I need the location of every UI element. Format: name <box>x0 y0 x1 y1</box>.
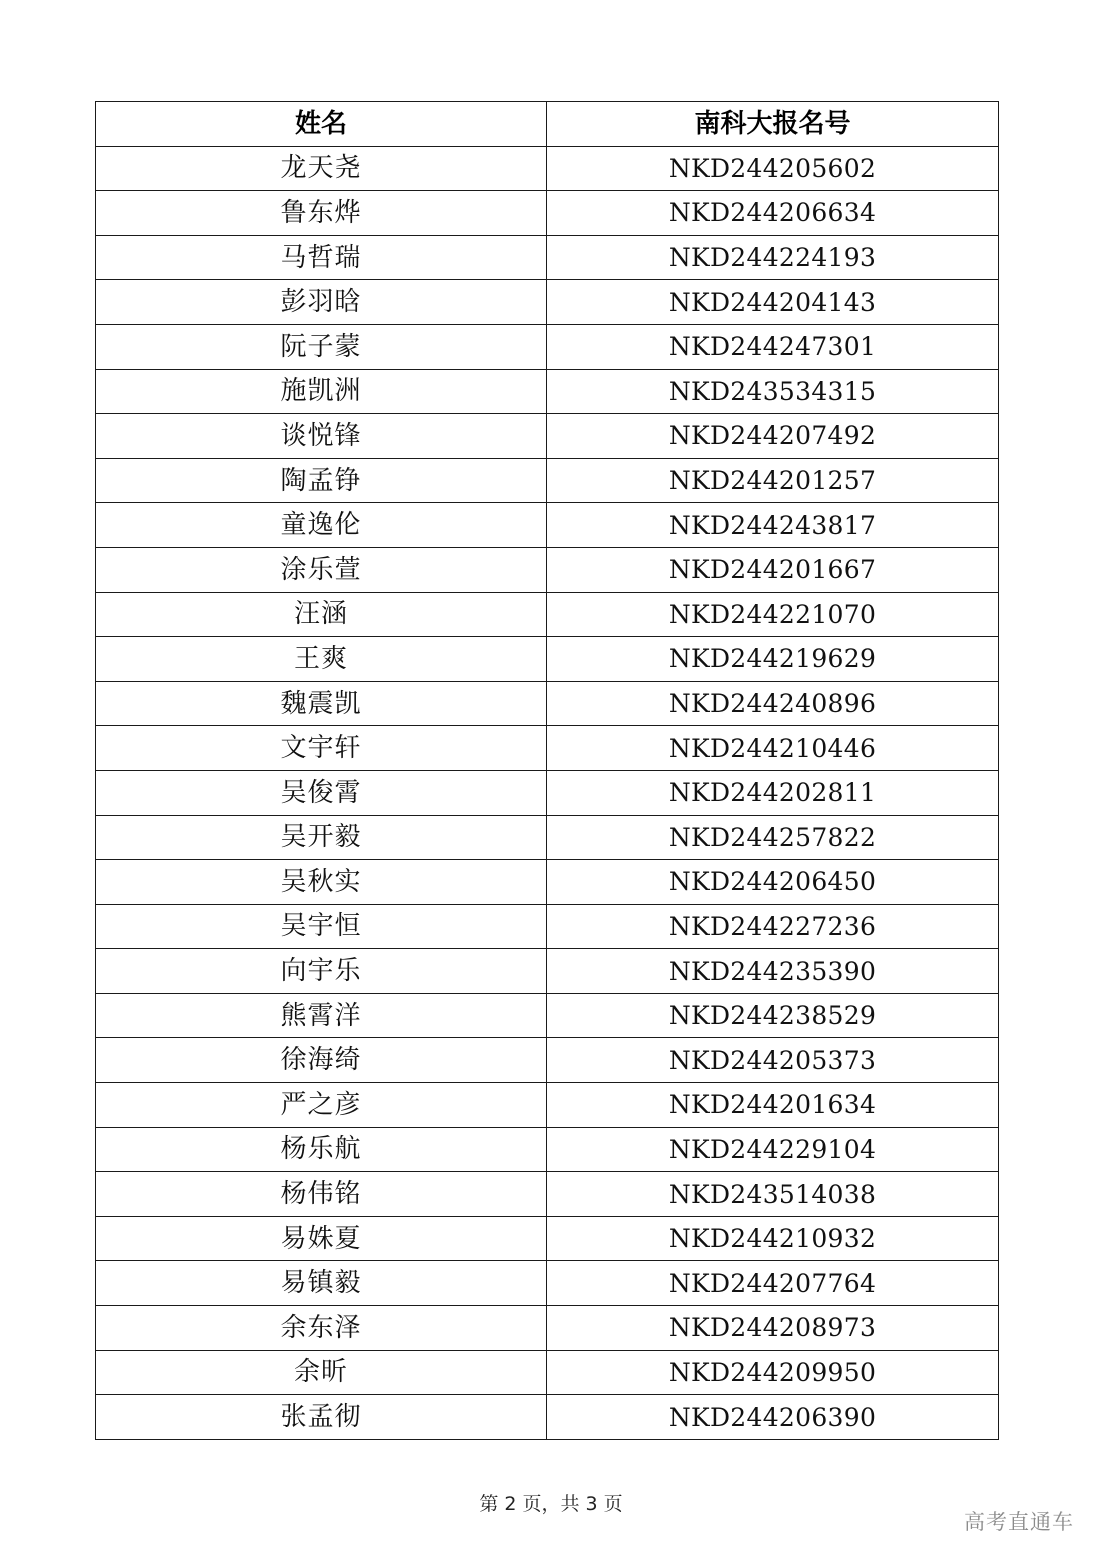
table-row <box>96 993 999 1038</box>
registration-number-cell: NKD244210932 <box>547 1216 999 1261</box>
student-name-cell: 余东泽 <box>96 1306 547 1351</box>
registration-number-cell: NKD244257822 <box>547 815 999 860</box>
table-row <box>96 235 999 280</box>
registration-number-cell: NKD244207764 <box>547 1261 999 1306</box>
student-name-cell: 向宇乐 <box>96 949 547 994</box>
student-name-cell: 张孟彻 <box>96 1395 547 1440</box>
student-name-cell: 陶孟铮 <box>96 458 547 503</box>
table-row <box>96 1350 999 1395</box>
table-row <box>96 637 999 682</box>
registration-number-cell: NKD243534315 <box>547 369 999 414</box>
table-row <box>96 770 999 815</box>
registration-number-cell: NKD244206450 <box>547 860 999 905</box>
table-row <box>96 1038 999 1083</box>
student-name-cell: 阮子蒙 <box>96 324 547 369</box>
registration-number-cell: NKD244219629 <box>547 637 999 682</box>
registration-number-cell: NKD244209950 <box>547 1350 999 1395</box>
student-name-cell: 易镇毅 <box>96 1261 547 1306</box>
registration-number-cell: NKD244240896 <box>547 681 999 726</box>
registration-number-cell: NKD244221070 <box>547 592 999 637</box>
student-name-cell: 谈悦锋 <box>96 414 547 459</box>
registration-number-cell: NKD244205373 <box>547 1038 999 1083</box>
student-name-cell: 魏震凯 <box>96 681 547 726</box>
student-name-cell: 彭羽晗 <box>96 280 547 325</box>
registration-number-cell: NKD244206390 <box>547 1395 999 1440</box>
table-row <box>96 1395 999 1440</box>
table-row <box>96 904 999 949</box>
registration-number-cell: NKD244238529 <box>547 993 999 1038</box>
registration-number-cell: NKD244229104 <box>547 1127 999 1172</box>
table-header-row <box>96 102 999 147</box>
column-header-name: 姓名 <box>96 102 547 147</box>
student-name-cell: 吴秋实 <box>96 860 547 905</box>
column-header-registration-no: 南科大报名号 <box>547 102 999 147</box>
table-row <box>96 1083 999 1128</box>
registration-number-cell: NKD244204143 <box>547 280 999 325</box>
student-name-cell: 龙天尧 <box>96 146 547 191</box>
table-row <box>96 949 999 994</box>
student-name-cell: 徐海绮 <box>96 1038 547 1083</box>
table-row <box>96 503 999 548</box>
registration-number-cell: NKD244201257 <box>547 458 999 503</box>
page-number: 第 2 页，共 3 页 <box>479 1493 623 1515</box>
table-row <box>96 191 999 236</box>
registration-number-cell: NKD244207492 <box>547 414 999 459</box>
student-name-cell: 杨乐航 <box>96 1127 547 1172</box>
table-row <box>96 860 999 905</box>
registration-number-cell: NKD244235390 <box>547 949 999 994</box>
table-row <box>96 324 999 369</box>
registration-number-cell: NKD244247301 <box>547 324 999 369</box>
student-name-cell: 文宇轩 <box>96 726 547 771</box>
registration-number-cell: NKD244202811 <box>547 770 999 815</box>
student-name-cell: 吴宇恒 <box>96 904 547 949</box>
registration-number-cell: NKD244201667 <box>547 547 999 592</box>
student-name-cell: 鲁东烨 <box>96 191 547 236</box>
registration-number-cell: NKD244206634 <box>547 191 999 236</box>
table-row <box>96 547 999 592</box>
table-row <box>96 1261 999 1306</box>
table-body <box>96 146 999 1439</box>
registration-number-cell: NKD244210446 <box>547 726 999 771</box>
table-row <box>96 1306 999 1351</box>
student-name-cell: 易姝夏 <box>96 1216 547 1261</box>
table-row <box>96 414 999 459</box>
table-row <box>96 146 999 191</box>
student-name-cell: 马哲瑞 <box>96 235 547 280</box>
registration-number-cell: NKD244205602 <box>547 146 999 191</box>
table-row <box>96 280 999 325</box>
student-name-cell: 余昕 <box>96 1350 547 1395</box>
registration-number-cell: NKD244224193 <box>547 235 999 280</box>
student-name-cell: 熊霄洋 <box>96 993 547 1038</box>
table-row <box>96 726 999 771</box>
table-row <box>96 1216 999 1261</box>
registration-number-cell: NKD244208973 <box>547 1306 999 1351</box>
student-name-cell: 汪涵 <box>96 592 547 637</box>
student-name-cell: 涂乐萱 <box>96 547 547 592</box>
table-row <box>96 681 999 726</box>
table-row <box>96 1127 999 1172</box>
watermark-text: 高考直通车 <box>964 1510 1074 1534</box>
registration-number-cell: NKD244227236 <box>547 904 999 949</box>
student-name-cell: 吴俊霄 <box>96 770 547 815</box>
registration-number-cell: NKD243514038 <box>547 1172 999 1217</box>
student-name-cell: 杨伟铭 <box>96 1172 547 1217</box>
student-name-cell: 严之彦 <box>96 1083 547 1128</box>
table-row <box>96 369 999 414</box>
registration-number-cell: NKD244201634 <box>547 1083 999 1128</box>
registration-number-cell: NKD244243817 <box>547 503 999 548</box>
student-name-cell: 吴开毅 <box>96 815 547 860</box>
registration-table <box>95 101 999 1440</box>
table-row <box>96 592 999 637</box>
table-row <box>96 458 999 503</box>
student-name-cell: 童逸伦 <box>96 503 547 548</box>
student-name-cell: 王爽 <box>96 637 547 682</box>
table-row <box>96 1172 999 1217</box>
table-row <box>96 815 999 860</box>
student-name-cell: 施凯洲 <box>96 369 547 414</box>
